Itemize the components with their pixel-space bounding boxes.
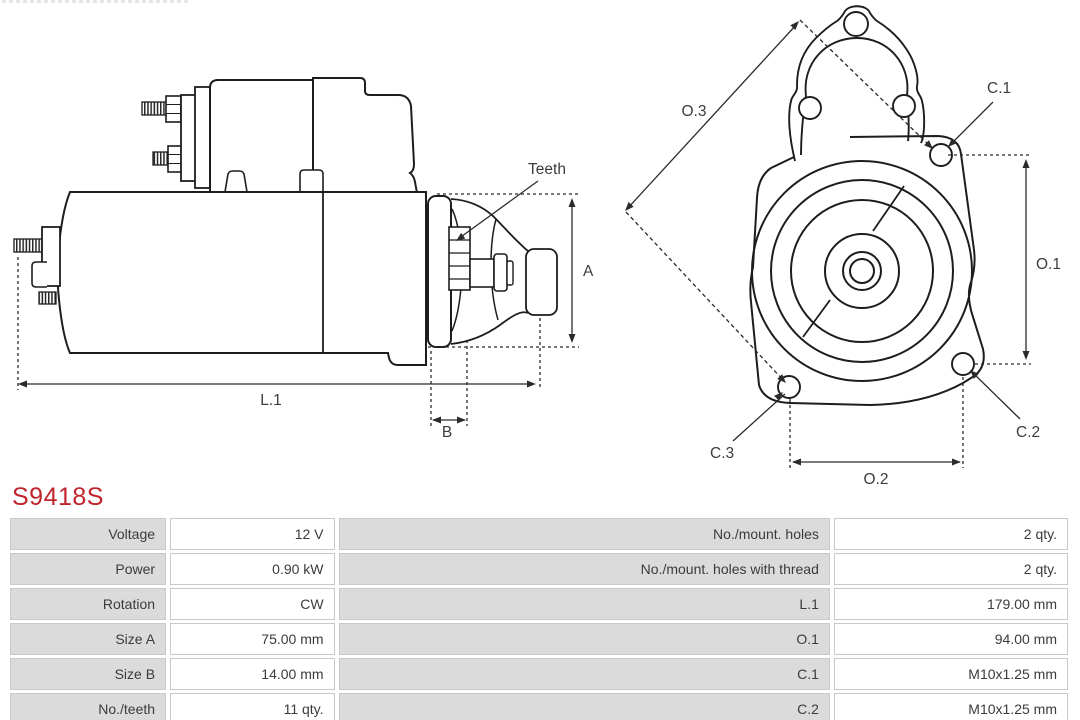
spec-value: 2 qty. (834, 553, 1068, 585)
dim-label-c2: C.2 (1016, 424, 1041, 441)
spec-value: 2 qty. (834, 518, 1068, 550)
bracket-hole-icon (844, 12, 868, 36)
spec-label: C.2 (339, 693, 830, 720)
mount-holes (778, 144, 974, 398)
mount-flange-outline (428, 196, 451, 347)
solenoid-outline (210, 80, 313, 191)
dim-label-o2: O.2 (863, 471, 889, 488)
dim-label-o1: O.1 (1036, 256, 1061, 273)
spec-label: No./mount. holes (339, 518, 830, 550)
spec-label: Voltage (10, 518, 166, 550)
front-view (750, 6, 983, 405)
front-view-dimensions (626, 20, 932, 382)
pinion-nose-outline (526, 249, 557, 315)
mount-hole-c2 (952, 353, 974, 375)
spec-label: Size B (10, 658, 166, 690)
dim-label-c3: C.3 (710, 445, 735, 462)
terminal-stud-icon (14, 239, 42, 252)
spec-value: 0.90 kW (170, 553, 334, 585)
spec-value: M10x1.25 mm (834, 658, 1068, 690)
dim-label-c1: C.1 (987, 80, 1012, 97)
spec-value: 14.00 mm (170, 658, 334, 690)
side-view (14, 78, 557, 365)
bracket-hole-icon (799, 97, 821, 119)
mount-plate-outline (750, 136, 983, 405)
spec-value: CW (170, 588, 334, 620)
spec-value: M10x1.25 mm (834, 693, 1068, 720)
terminal-stud-icon (39, 292, 56, 304)
spec-label: No./teeth (10, 693, 166, 720)
switch-housing-outline (313, 78, 417, 193)
spec-label: Size A (10, 623, 166, 655)
spec-value: 11 qty. (170, 693, 334, 720)
dim-label-l1: L.1 (260, 392, 282, 409)
spec-value: 179.00 mm (834, 588, 1068, 620)
table-row (10, 658, 1068, 690)
part-number: S9418S (12, 483, 104, 511)
spec-value: 12 V (170, 518, 334, 550)
spec-value: 94.00 mm (834, 623, 1068, 655)
table-row (10, 553, 1068, 585)
terminal-stud-icon (142, 102, 168, 115)
dim-label-a: A (583, 263, 594, 280)
table-row (10, 518, 1068, 550)
spec-label: C.1 (339, 658, 830, 690)
dim-label-o3: O.3 (681, 103, 707, 120)
motor-body-outline (57, 192, 426, 365)
terminal-nut-icon (166, 96, 181, 122)
spec-table (6, 515, 1072, 720)
spec-value: 75.00 mm (170, 623, 334, 655)
spec-label: Rotation (10, 588, 166, 620)
dim-label-b: B (441, 424, 453, 441)
spec-label: O.1 (339, 623, 830, 655)
front-view-dimensions-2 (622, 19, 1031, 468)
table-row (10, 588, 1068, 620)
dim-label-teeth: Teeth (528, 161, 566, 178)
table-row (10, 693, 1068, 720)
spec-label: L.1 (339, 588, 830, 620)
spec-label: Power (10, 553, 166, 585)
spec-label: No./mount. holes with thread (339, 553, 830, 585)
table-row (10, 623, 1068, 655)
